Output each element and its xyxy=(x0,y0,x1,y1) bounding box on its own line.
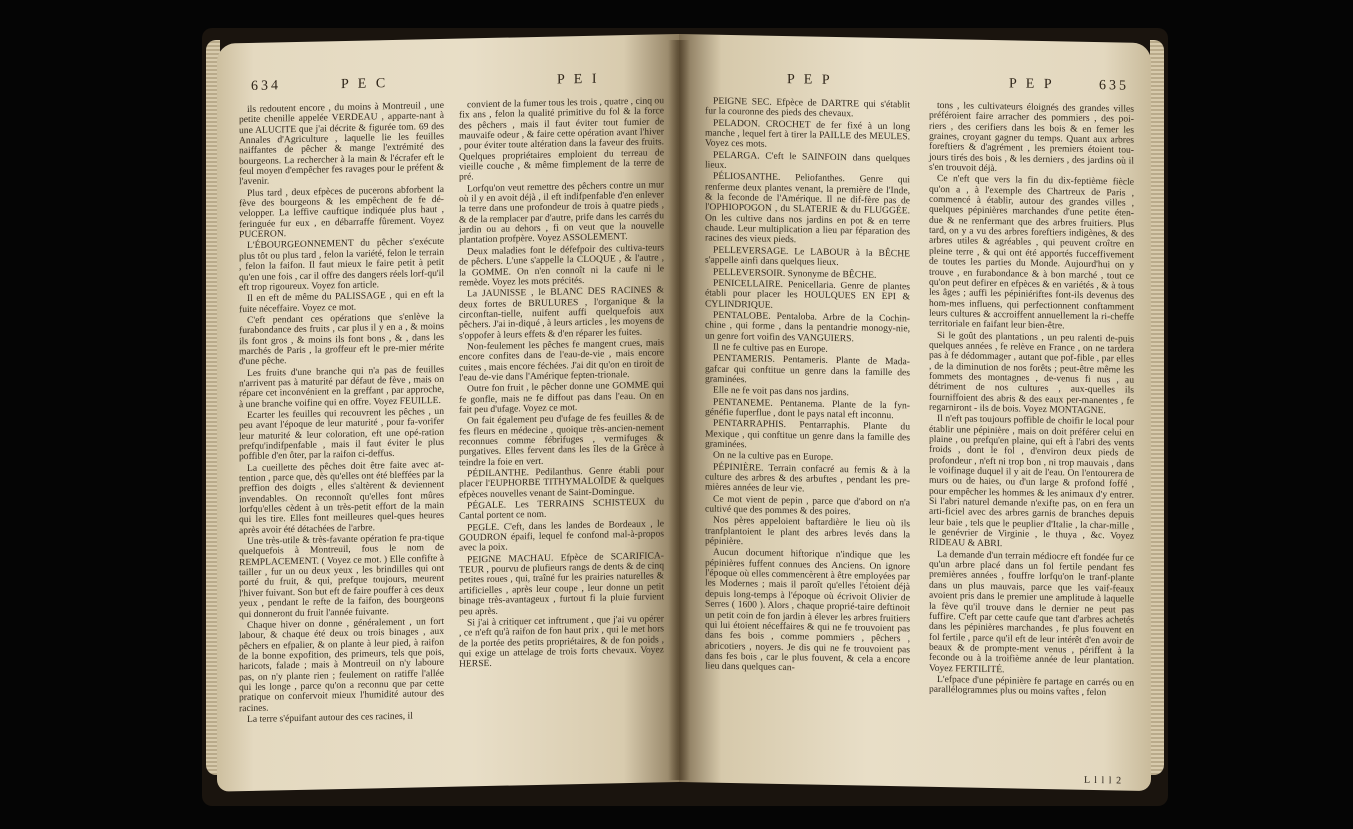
right-folio: 635 xyxy=(1099,78,1129,94)
right-running-head-2: P E P xyxy=(1009,76,1055,93)
paragraph: PELARGA. C'eft le SAINFOIN dans quelques lieux. xyxy=(705,149,910,171)
paragraph: PENTAMERIS. Pentameris. Plante de Mada-gafcar qui conftitue un genre dans la famille des graminées. xyxy=(705,352,910,386)
book-gutter xyxy=(668,40,690,780)
paragraph: Il n'eft pas toujours poffible de choifir le local pour établir une pépinière , mais on doit préférer celui en plaine , ou prefqu'en plaine, qui eft à l'abri des vents froids , dont le fol , d'environ deux pieds de profondeur , n'eft ni trop bon , ni trop mauvais , dans le voifinage duquel il y ait de l'eau. On l'entourera de murs ou de haies, ou d'un large & profond foffé , pour empêcher les hommes & les animaux d'y entrer. Si l'abri naturel demande n'exifte pas, on en fera un arti-ficiel avec des arbres garnis de branches depuis leur baie , tels que le peuplier d'Italie , la char-mille , le genévrier de Virginie , le thuya , &c. Voyez RIDEAU & ABRI. xyxy=(929,413,1134,550)
paragraph: Elle ne fe voit pas dans nos jardins. xyxy=(713,384,849,399)
paragraph: PELLEVERSAGE. Le LABOUR à la BÊCHE s'appelle ainfi dans quelques lieux. xyxy=(705,244,910,269)
paragraph: Il en eft de même du PALISSAGE , qui en eft la fuite néceffaire. Voyez ce mot. xyxy=(239,289,444,315)
paragraph: PEIGNE SEC. Efpèce de DARTRE qui s'établit fur la couronne des pieds des chevaux. xyxy=(705,95,910,120)
right-page xyxy=(679,34,1151,791)
left-running-head-1: P E C xyxy=(341,76,389,93)
paragraph: PENTARRAPHIS. Pentarraphis. Plante du Mexique , qui conftitue un genre dans la famille des graminées. xyxy=(705,417,910,451)
paragraph: La terre s'épuifant autour des ces racines, il xyxy=(247,710,413,725)
paragraph: C'eft pendant ces opérations que s'enlève la furabondance des fruits , car plus il y en a , & moins ils font gros , & moins ils font bons , & , dans les marchés de Paris , la groffeur eft le pre-mier mérite d'une pêche. xyxy=(239,310,444,368)
right-page-edges xyxy=(1150,40,1164,775)
left-running-head-2: P E I xyxy=(557,71,600,88)
paragraph: La cueillette des pêches doit être faite avec at-tention , parce que, dès qu'elles ont été bleffées par la preffion des doigts , elles s'altèrent & deviennent invendables. On reconnoît qu'elles font mûres lorfqu'elles cèdent à un très-petit effort de la main qui les tire. Elles font meilleures quel-ques heures après avoir été détachées de l'arbre. xyxy=(239,458,444,536)
paragraph: PÉDILANTHE. Pedilanthus. Genre établi pour placer l'EUPHORBE TITHYMALOÏDE & quelques efpèces nouvelles venant de Saint-Domingue. xyxy=(459,464,664,501)
paragraph: PEGLE. C'eft, dans les landes de Bordeaux , le GOUDRON épaifi, lequel fe confond mal-à-propos avec la poix. xyxy=(459,518,664,555)
paragraph: Si le goût des plantations , un peu ralenti de-puis quelques années , fe relève en France , on ne tardera pas à fe dédommager , autant que pof-fible , par elles , de la diminution de nos forêts ; peut-être même les fommets des montagnes , de-venus fi nus , au détriment de nos cultures , aux-quelles ils fourniffoient des abris & des eaux per-manentes , fe regarniront - ils de bois. Voyez MONTAGNE. xyxy=(929,329,1134,417)
paragraph: Outre fon fruit , le pêcher donne une GOMME qui fe gonfle, mais ne fe diffout pas dans l'eau. On en fait peu d'ufage. Voyez ce mot. xyxy=(459,379,664,416)
left-column-2 xyxy=(459,96,664,671)
signature-mark: L l l l 2 xyxy=(1084,774,1123,787)
paragraph: PENTANEME. Pentanema. Plante de la fyn-généfie fuperflue , dont le pays natal eft inconnu. xyxy=(705,396,910,422)
paragraph: Aucun document hiftorique n'indique que les pépinières fuffent connues des Anciens. On ignore l'époque où elles commencèrent à être employées par les Modernes ; mais il paroît qu'elles l'étoient déjà depuis long-temps à l'époque où écrivoit Olivier de Serres ( 1600 ). Alors , chaque proprié-taire deftinoit un petit coin de fon jardin à élever les arbres fruitiers qui lui étoient néceffaires & qui ne fe trouvoient pas dans fes bois , comme pommiers , pêchers , abricotiers , noyers. Je dis qui ne fe trouvoient pas dans fes bois , car le plus fouvent, & cela a encore lieu dans quelques can- xyxy=(705,547,910,674)
paragraph: PÉGALE. Les TERRAINS SCHISTEUX du Cantal portent ce nom. xyxy=(459,496,664,523)
paragraph: PELLEVERSOIR. Synonyme de BÊCHE. xyxy=(713,266,877,281)
paragraph: PÉLIOSANTHE. Peliofanthes. Genre qui renferme deux plantes venant, la première de l'Inde, & la feconde de l'Amérique. Il ne dif-fère pas de l'OPHIOPOGON , du SLATERIE & du FLUGGÉE. On les cultive dans nos jardins en pot & en terre chaude. Leur multiplication a lieu par féparation des racines des vieux pieds. xyxy=(705,171,910,246)
paragraph: Il ne fe cultive pas en Europe. xyxy=(713,341,828,355)
paragraph: PEIGNE MACHAU. Efpèce de SCARIFICA-TEUR , pourvu de plufieurs rangs de dents & de cinq petites roues , qui, traîné fur les prairies naturelles & artificielles , après leur coupe , leur donne un petit binage très-avantageux , furtout fi la pluie furvient peu après. xyxy=(459,550,664,618)
paragraph: PENTALOBE. Pentaloba. Arbre de la Cochin-chine , qui forme , dans la pentandrie monogy-nie, un genre fort voifin des VANGUIERS. xyxy=(705,309,910,344)
paragraph: Une très-utile & très-favante opération fe pra-tique quelquefois à Montreuil, fous le nom de REMPLACEMENT. ( Voyez ce mot. ) Elle confifte à tailler , fur un ou deux yeux , les brindilles qui ont porté du fruit, & qui, prefque toujours, meurent l'hiver fuivant. Son but eft de faire pouffer à ces deux yeux , pendant le refte de la faifon, des bourgeons qui donneront du fruit l'année fuivante. xyxy=(239,532,444,620)
paragraph: ils redoutent encore , du moins à Montreuil , une petite chenille appelée VERDEAU , apparte-nant à une ALUCITE que j'ai décrite & figurée tom. 69 des Annales d'Agriculture , laquelle lie les feuilles naiffantes de pêcher & mange l'extrémité des bourgeons. La rechercher à la main & l'écrafer eft le feul moyen d'empêcher fes ravages pour le préfent & l'avenir. xyxy=(239,99,444,188)
right-column-2 xyxy=(929,101,1134,701)
paragraph: Les fruits d'une branche qui n'a pas de feuilles n'arrivent pas à maturité par défaut de fève , mais on répare cet inconvénient en la greffant , par approche, à une branche voifine qui en offre. Voyez FEUILLE. xyxy=(239,363,444,410)
paragraph: Ecarter les feuilles qui recouvrent les pêches , un peu avant l'époque de leur maturité , pour fa-vorifer leur maturité & leur coloration, eft une opé-ration prefqu'indifpenfable , mais il faut éviter le plus poffible d'en ôter, par la raifon ci-deffus. xyxy=(239,405,444,463)
paragraph: Nos pères appeloient baftardière le lieu où ils tranfplantoient le plant des arbres levés dans la pépinière. xyxy=(705,515,910,548)
paragraph: L'ÉBOURGEONNEMENT du pêcher s'exécute plus tôt ou plus tard , felon la variété, felon le terrain , felon la faifon. Il faut mieux le faire petit à petit qu'en une fois , car il offre des dangers réels lorf-qu'il eft trop rigoureux. Voyez fon article. xyxy=(239,236,444,294)
paragraph: On ne la cultive pas en Europe. xyxy=(713,449,834,464)
paragraph: La demande d'un terrain médiocre eft fondée fur ce qu'un arbre placé dans un fol fertile pendant fes premières années , fouffre lorfqu'on le tranf-plante dans un plus mauvais, parce que les vaif-feaux avoient pris dans le premier une amplitude à laquelle la fève qu'il trouve dans le dernier ne peut pas fuffire. C'eft par cette caufe que tant d'arbres achetés dans les pépinières marchandes , fe plus fouvent en fol fertile , parce qu'il eft de leur intérêt d'en avoir de beaux & de prompte-ment venus , périffent à la feconde ou à la troifième année de leur plantation. Voyez FERTILITÉ. xyxy=(929,548,1134,675)
paragraph: PÉPINIÈRE. Terrain confacré au femis & à la culture des arbres & des arbuftes , pendant les pre-mières années de leur vie. xyxy=(705,461,910,495)
paragraph: Deux maladies font le défefpoir des cultiva-teurs de pêchers. L'une s'appelle la CLOQUE , & l'autre , la GOMME. On n'en connoît ni la caufe ni le remède. Voyez les mots précités. xyxy=(459,242,664,289)
paragraph: Si j'ai à critiquer cet inftrument , que j'ai vu opérer , ce n'eft qu'à raifon de fon haut prix , qui le met hors de la portée des petits propriétaires, & de fon poids , qui exige un attelage de trois forts chevaux. Voyez HERSE. xyxy=(459,613,664,670)
left-folio: 634 xyxy=(251,78,281,94)
paragraph: On fait également peu d'ufage de fes feuilles & de fes fleurs en médecine , quoique très-ancien-nement reconnues comme fébrifuges , vermifuges & purgatives. Elles fervent dans les îles de la Grèce à teindre la foie en vert. xyxy=(459,411,664,469)
paragraph: convient de la fumer tous les trois , quatre , cinq ou fix ans , felon la qualité primitive du fol & la force des pêchers , mais il faut éviter tout fumier de mauvaife odeur , & faire cette opération avant l'hiver , pour éviter toute altération dans la faveur des fruits. Quelques propriétaires emploient du terreau de vieille couche , & même fimplement de la terre de pré. xyxy=(459,95,664,184)
paragraph: La JAUNISSE , le BLANC DES RACINES & deux fortes de BRULURES , l'organique & la circonftan-tielle, nuifent auffi quelquefois aux pêchers. J'ai in-diqué , à leurs articles , les moyens de s'oppofer à leurs effets & d'en réparer les fuites. xyxy=(459,284,664,342)
paragraph: Lorfqu'on veut remettre des pêchers contre un mur où il y en avoit déjà , il eft indifpenfable d'en enlever la terre dans une profondeur de trois à quatre pieds , & de la remplacer par d'autre, prife dans les carrés du jardin ou au dehors , fi on veut que la nouvelle plantation profpère. Voyez ASSOLEMENT. xyxy=(459,179,664,247)
paragraph: PENICELLAIRE. Penicellaria. Genre de plantes établi pour placer les HOULQUES EN EPI & CYLINDRIQUE. xyxy=(705,277,910,311)
paragraph: Plus tard , deux efpèces de pucerons abforbent la fève des bourgeons & les empêchent de fe dé-velopper. La leffive cauftique indiquée plus haut , feringuée fur eux , en débarraffe fûrement. Voyez PUCERON. xyxy=(239,183,444,241)
paragraph: L'efpace d'une pépinière fe partage en carrés ou en parallélogrammes plus ou moins vaftes , felon xyxy=(929,673,1134,699)
left-page xyxy=(217,34,679,792)
paragraph: PELADON. CROCHET de fer fixé à un long manche , lequel fert à tirer la PAILLE des MEULES. Voyez ces mots. xyxy=(705,117,910,151)
left-column-1 xyxy=(239,101,444,727)
paragraph: Non-feulement les pêches fe mangent crues, mais encore confites dans de l'eau-de-vie , mais encore cuites , mais encore féchées. J'ai dit qu'on en tiroit de l'eau de-vie dans l'Amérique fepten-trionale. xyxy=(459,337,664,384)
right-column-1 xyxy=(705,96,910,676)
paragraph: tons , les cultivateurs éloignés des grandes villes préféroient faire arracher des pommiers , des poi-riers , des cerifiers dans les bois & en femer les graines, croyant gagner du temps. Quant aux arbres foreftiers & d'agrément , les premiers étoient tou-jours tirés des bois , & les derniers , des jardins où il s'en trouvoit déjà. xyxy=(929,99,1134,175)
paragraph: Ce mot vient de pepin , parce que d'abord on n'a cultivé que des pommes & des poires. xyxy=(705,493,910,518)
right-running-head-1: P E P xyxy=(787,72,833,88)
paragraph: Chaque hiver on donne , généralement , un fort labour, & chaque été deux ou trois binages , aux pêchers en efpalier, & on plante à leur pied, à raifon de la bonne expofition, des primeurs, tels que pois, haricots, falade ; mais à Montreuil on n'y laboure pas, on n'y plante rien ; feulement on ratiffe l'allée qui les longe , parce qu'on a reconnu que par cette pratique on confervoit mieux l'humidité autour des racines. xyxy=(239,615,444,714)
paragraph: Ce n'eft que vers la fin du dix-feptième fiècle qu'on a , à l'exemple des Chartreux de Paris , commencé à établir, autour des grandes villes , quelques pépinières marchandes d'une petite éten-due & ne renfermant que des arbres fruitiers. Plus tard, on y a vu des arbres foreftiers indigènes, & des arbres utiles & agréables , qui peuvent croître en pleine terre , & qui ont été apportés fucceffivement de toutes les parties du Monde. Aujourd'hui on y trouve , en furabondance & à bon marché , tout ce qu'on peut defirer en efpèces & en variétés , & à tous les âges ; auffi les pépiniériftes font-ils devenus des hom-mes influens, qui perfectionnent conftamment leurs cultures & accroiffent annuellement la ri-cheffe territoriale en faifant leur bien-être. xyxy=(929,173,1134,332)
